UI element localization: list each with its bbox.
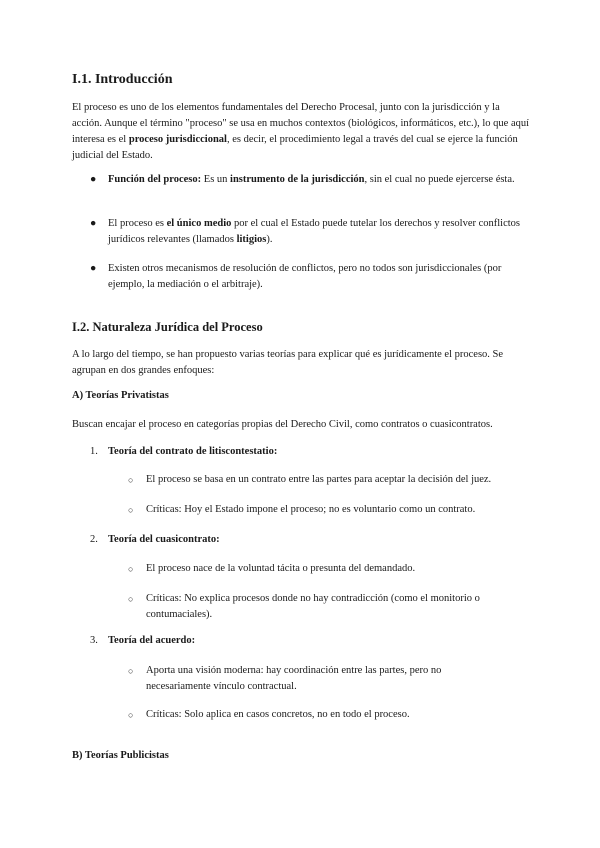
intro-bold: proceso jurisdiccional xyxy=(128,134,227,145)
theory-title: Teoría del acuerdo: xyxy=(108,635,196,646)
bullet-text xyxy=(108,172,528,188)
bullet-bold: instrumento de la jurisdicción xyxy=(230,174,365,185)
sub-bullet-text: El proceso se basa en un contrato entre las partes para aceptar la decisión del juez. xyxy=(146,474,492,485)
theory-title: Teoría del contrato de litiscontestatio: xyxy=(108,446,278,457)
bullet-span: El proceso es xyxy=(108,218,167,229)
section2-intro: A lo largo del tiempo, se han propuesto varias teorías para explicar qué es jurídicamente el proceso. Se agrupan en dos grandes enfoques: xyxy=(72,349,504,376)
bullet-span: por el cual el Estado puede tutelar los derechos y resolver conflictos jurídicos relevantes (llamados xyxy=(108,218,521,245)
circle-bullet-icon: ○ xyxy=(128,505,134,515)
circle-bullet-icon: ○ xyxy=(128,594,134,604)
group-a-title: A) Teorías Privatistas xyxy=(72,390,169,401)
sub-bullet-text: El proceso nace de la voluntad tácita o presunta del demandado. xyxy=(146,563,416,574)
bullet-bold: litigios xyxy=(236,234,267,245)
circle-bullet-icon: ○ xyxy=(128,710,134,720)
section-title-introduccion: I.1. Introducción xyxy=(72,72,173,87)
bullet-span: , sin el cual no puede ejercerse ésta. xyxy=(364,174,515,185)
theory-number: 2. xyxy=(90,534,98,545)
sub-bullet-text: Críticas: Solo aplica en casos concretos, no en todo el proceso. xyxy=(146,709,410,720)
bullet-span: ). xyxy=(266,234,273,245)
circle-bullet-icon: ○ xyxy=(128,475,134,485)
sub-bullet-text: Críticas: Hoy el Estado impone el proceso; no es voluntario como un contrato. xyxy=(146,504,476,515)
theory-number: 3. xyxy=(90,635,98,646)
bullet-span: Es un xyxy=(201,174,231,185)
bullet-bold: el único medio xyxy=(166,218,232,229)
group-a-description: Buscan encajar el proceso en categorías propias del Derecho Civil, como contratos o cuasicontratos. xyxy=(72,419,493,430)
intro-text-2: , es decir, el procedimiento legal a través del cual se ejerce la función judicial del Estado. xyxy=(72,134,518,161)
theory-number: 1. xyxy=(90,446,98,457)
sub-bullet-text: Aporta una visión moderna: hay coordinación entre las partes, pero no necesariamente vínculo contractual. xyxy=(146,665,442,692)
bullet-icon: ● xyxy=(90,174,97,185)
bullet-text xyxy=(108,216,528,248)
bullet-icon: ● xyxy=(90,263,97,274)
circle-bullet-icon: ○ xyxy=(128,564,134,574)
group-b-title: B) Teorías Publicistas xyxy=(72,750,169,761)
intro-text-1: El proceso es uno de los elementos fundamentales del Derecho Procesal, junto con la jurisdicción y la acción. Aunque el término "proceso" se usa en muchos contextos (biológicos, informáticos, etc.), lo que aquí interesa es el xyxy=(72,102,530,145)
intro-paragraph xyxy=(72,100,532,164)
bullet-icon: ● xyxy=(90,218,97,229)
theory-title: Teoría del cuasicontrato: xyxy=(108,534,220,545)
sub-bullet-text: Críticas: No explica procesos donde no hay contradicción (como el monitorio o contumaciales). xyxy=(146,593,480,620)
bullet-text: Existen otros mecanismos de resolución de conflictos, pero no todos son jurisdiccionales (por ejemplo, la mediación o el arbitraje). xyxy=(108,263,502,290)
bullet-bold: Función del proceso: xyxy=(108,174,202,185)
section-title-naturaleza: I.2. Naturaleza Jurídica del Proceso xyxy=(72,320,263,334)
circle-bullet-icon: ○ xyxy=(128,666,134,676)
